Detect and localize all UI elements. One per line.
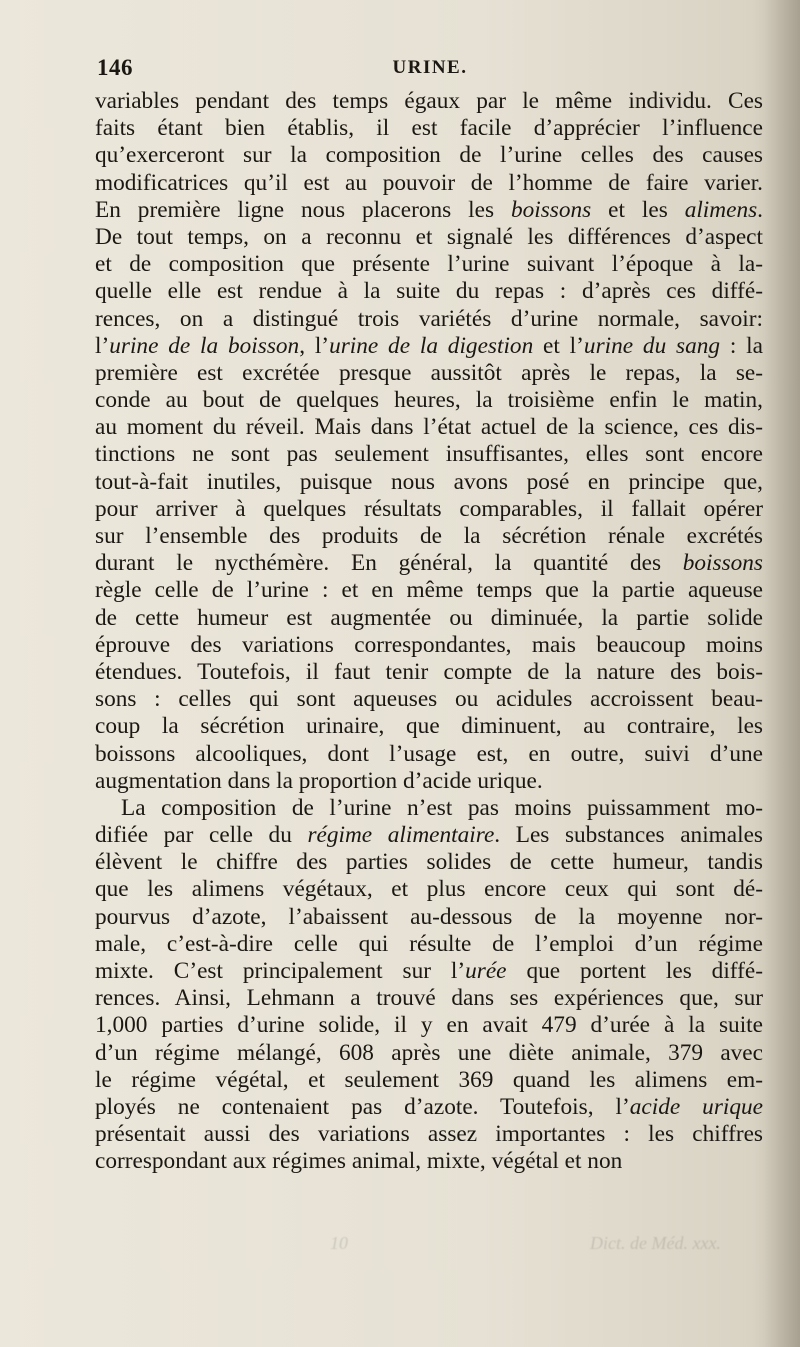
- text-run: ployés ne contenaient pas d’azote. Toutefois, l’: [95, 1093, 630, 1120]
- text-run: de cette humeur est augmentée ou diminuée, la partie solide: [95, 604, 763, 631]
- text-line: [95, 224, 763, 251]
- text-line: [95, 88, 763, 115]
- text-run: augmentation dans la proportion d’acide urique.: [95, 767, 543, 794]
- text-line: [95, 577, 763, 604]
- text-run: et de composition que présente l’urine suivant l’époque à la-: [95, 251, 763, 278]
- italic-term: boissons: [510, 196, 592, 223]
- text-line: [95, 605, 763, 632]
- text-run: conde au bout de quelques heures, la troisième enfin le matin,: [95, 387, 763, 414]
- text-run: , l’: [299, 332, 330, 359]
- text-run: difiée par celle du: [95, 822, 308, 849]
- text-run: d’un régime mélangé, 608 après une diète animale, 379 avec: [95, 1039, 763, 1066]
- text-run: modificatrices qu’il est au pouvoir de l’homme de faire varier.: [95, 169, 763, 196]
- text-run: faits étant bien établis, il est facile d’apprécier l’influence: [95, 115, 763, 142]
- text-run: l’: [95, 332, 110, 359]
- page-number: 146: [97, 55, 133, 80]
- text-run: correspondant aux régimes animal, mixte, végétal et non: [95, 1148, 623, 1175]
- text-run: pourvus d’azote, l’abaissent au-dessous de la moyenne nor-: [95, 903, 763, 930]
- text-line: [95, 306, 763, 333]
- body-text: [95, 88, 763, 1176]
- italic-term: urine du sang: [583, 332, 721, 359]
- text-line: [95, 768, 763, 795]
- text-run: quelle elle est rendue à la suite du repas : d’après ces diffé-: [95, 278, 763, 305]
- text-run: rences, on a distingué trois variétés d’urine normale, savoir:: [95, 305, 763, 332]
- paragraph-2: [95, 795, 763, 1176]
- text-line: [95, 1012, 763, 1039]
- text-run: sons : celles qui sont aqueuses ou acidules accroissent beau-: [95, 686, 763, 713]
- show-through-number: 10: [330, 1233, 348, 1253]
- text-line: [95, 1067, 763, 1094]
- text-run: .: [757, 196, 763, 223]
- italic-term: alimens: [684, 196, 758, 223]
- text-line: [95, 469, 763, 496]
- text-line: [95, 414, 763, 441]
- text-line: [95, 1040, 763, 1067]
- text-line: [95, 1121, 763, 1148]
- text-line: [95, 496, 763, 523]
- text-line: [95, 686, 763, 713]
- text-line: [95, 659, 763, 686]
- page-edge-shadow: [764, 0, 800, 1347]
- text-run: pour arriver à quelques résultats comparables, il fallait opérer: [95, 495, 763, 522]
- show-through-text: [120, 1233, 760, 1259]
- text-run: au moment du réveil. Mais dans l’état actuel de la science, ces dis-: [95, 414, 763, 441]
- text-line: [95, 550, 763, 577]
- text-run: En première ligne nous placerons les: [95, 196, 511, 223]
- text-line: [95, 876, 763, 903]
- text-run: tinctions ne sont pas seulement insuffisantes, elles sont encore: [95, 441, 763, 468]
- text-line: [95, 278, 763, 305]
- text-line: [95, 795, 763, 822]
- italic-term: urée: [465, 958, 507, 984]
- text-line: [95, 115, 763, 142]
- text-run: qu’exerceront sur la composition de l’urine celles des causes: [95, 142, 763, 169]
- text-run: male, c’est-à-dire celle qui résulte de l’emploi d’un régime: [95, 930, 763, 957]
- text-line: [95, 931, 763, 958]
- text-line: [95, 849, 763, 876]
- text-line: [95, 142, 763, 169]
- text-run: coup la sécrétion urinaire, que diminuent, au contraire, les: [95, 713, 763, 740]
- text-run: éprouve des variations correspondantes, mais beaucoup moins: [95, 631, 763, 658]
- text-line: [95, 1094, 763, 1121]
- text-run: le régime végétal, et seulement 369 quand les alimens em-: [95, 1066, 763, 1093]
- text-line: [95, 632, 763, 659]
- text-run: règle celle de l’urine : et en même temps que la partie aqueuse: [95, 577, 763, 604]
- text-line: [95, 387, 763, 414]
- italic-term: boissons: [682, 550, 763, 577]
- text-run: que portent les diffé-: [506, 958, 763, 984]
- text-line: [95, 333, 763, 360]
- text-run: que les alimens végétaux, et plus encore ceux qui sont dé-: [95, 876, 763, 903]
- italic-term: urine de la digestion: [329, 332, 534, 359]
- paragraph-1: [95, 88, 763, 795]
- text-run: mixte. C’est principalement sur l’: [95, 958, 466, 984]
- text-run: durant le nycthémère. En général, la quantité des: [95, 550, 683, 577]
- page-header: [97, 55, 763, 89]
- text-line: [95, 1148, 763, 1175]
- text-line: [95, 360, 763, 387]
- text-line: [95, 441, 763, 468]
- text-run: tout-à-fait inutiles, puisque nous avons posé en principe que,: [95, 468, 763, 495]
- text-run: première est excrétée presque aussitôt après le repas, la se-: [95, 359, 763, 386]
- text-run: rences. Ainsi, Lehmann a trouvé dans ses expériences que, sur: [95, 985, 763, 1012]
- italic-term: acide urique: [629, 1093, 763, 1120]
- show-through-label: Dict. de Méd. xxx.: [590, 1233, 721, 1253]
- text-line: [95, 251, 763, 278]
- text-run: et l’: [533, 332, 584, 359]
- text-run: boissons alcooliques, dont l’usage est, en outre, suivi d’une: [95, 740, 763, 767]
- text-line: [95, 822, 763, 849]
- italic-term: régime alimentaire: [307, 822, 495, 849]
- text-line: [95, 985, 763, 1012]
- text-run: présentait aussi des variations assez importantes : les chiffres: [95, 1121, 763, 1148]
- text-run: étendues. Toutefois, il faut tenir compte de la nature des bois-: [95, 658, 763, 685]
- text-line: [95, 197, 763, 224]
- text-run: variables pendant des temps égaux par le même individu. Ces: [95, 88, 763, 114]
- running-head: URINE.: [392, 57, 468, 78]
- text-run: . Les substances animales: [494, 822, 764, 849]
- text-run: 1,000 parties d’urine solide, il y en avait 479 d’urée à la suite: [95, 1012, 763, 1039]
- italic-term: urine de la boisson: [109, 332, 300, 359]
- text-line: [95, 523, 763, 550]
- text-run: et les: [591, 196, 685, 223]
- text-run: La composition de l’urine n’est pas moins puissamment mo-: [121, 794, 763, 821]
- text-line: [95, 713, 763, 740]
- text-line: [95, 170, 763, 197]
- text-run: sur l’ensemble des produits de la sécrétion rénale excrétés: [95, 523, 763, 549]
- text-line: [95, 741, 763, 768]
- text-run: élèvent le chiffre des parties solides de cette humeur, tandis: [95, 849, 763, 876]
- text-line: [95, 904, 763, 931]
- text-run: : la: [720, 332, 763, 359]
- text-line: [95, 958, 763, 985]
- text-run: De tout temps, on a reconnu et signalé les différences d’aspect: [95, 223, 763, 250]
